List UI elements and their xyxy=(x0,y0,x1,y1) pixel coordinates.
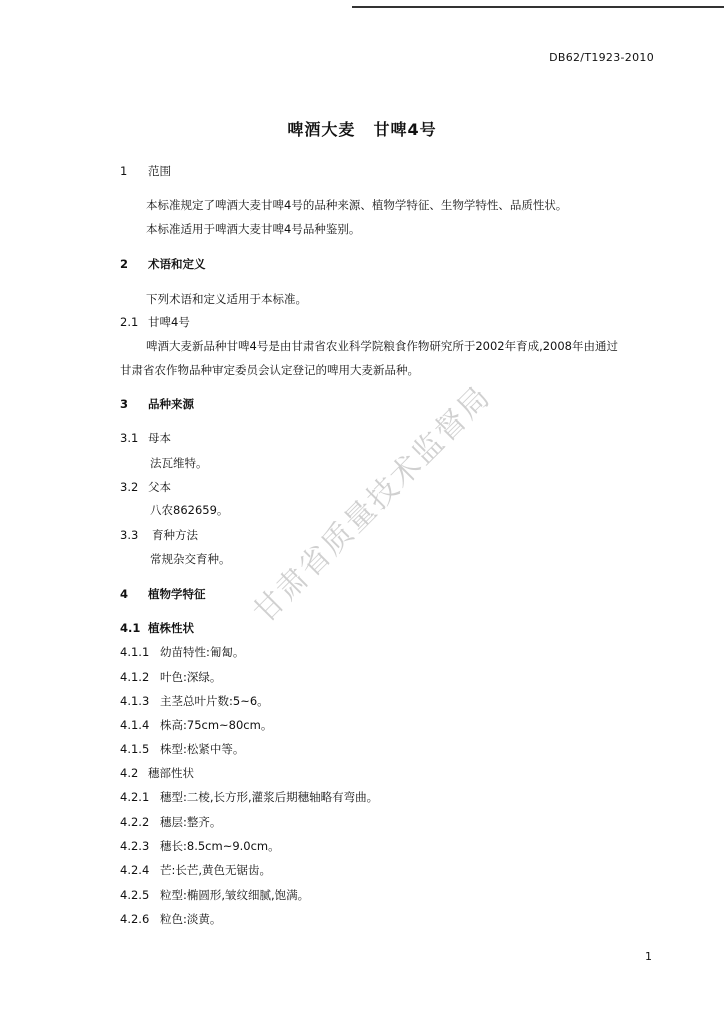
line-number: 4.1.3 xyxy=(120,694,150,708)
doc-line xyxy=(120,839,280,853)
line-number: 4 xyxy=(120,587,129,601)
page-number: 1 xyxy=(645,950,652,963)
doc-line xyxy=(120,257,206,271)
doc-line xyxy=(146,198,567,212)
line-text: 品种来源 xyxy=(148,397,194,411)
doc-line xyxy=(120,815,221,829)
line-text: 术语和定义 xyxy=(148,257,206,271)
line-number: 3.2 xyxy=(120,480,139,494)
doc-line xyxy=(120,766,194,780)
line-text: 粒色:淡黄。 xyxy=(160,912,222,926)
line-text: 植株性状 xyxy=(148,621,194,635)
doc-line xyxy=(120,480,171,494)
line-text: 育种方法 xyxy=(152,528,198,542)
line-number: 3.3 xyxy=(120,528,139,542)
doc-line xyxy=(120,397,194,411)
doc-line xyxy=(120,587,206,601)
line-number: 4.1.1 xyxy=(120,645,150,659)
doc-line xyxy=(150,552,231,566)
doc-line xyxy=(120,888,309,902)
line-text: 本标准适用于啤酒大麦甘啤4号品种鉴别。 xyxy=(146,222,361,236)
line-text: 常规杂交育种。 xyxy=(150,552,231,566)
line-text: 幼苗特性:匍匐。 xyxy=(160,645,245,659)
line-text: 父本 xyxy=(148,480,171,494)
top-rule xyxy=(352,6,724,8)
doc-line xyxy=(120,670,221,684)
watermark: 甘肃省质量技术监督局 xyxy=(246,378,498,630)
line-text: 穗长:8.5cm~9.0cm。 xyxy=(160,839,280,853)
doc-line xyxy=(120,621,194,635)
line-number: 4.1.4 xyxy=(120,718,150,732)
line-text: 穗型:二棱,长方形,灌浆后期穗轴略有弯曲。 xyxy=(160,790,379,804)
line-number: 4.2.2 xyxy=(120,815,150,829)
line-text: 啤酒大麦新品种甘啤4号是由甘肃省农业科学院粮食作物研究所于2002年育成,2008年由通过 xyxy=(146,339,619,353)
line-text: 母本 xyxy=(148,431,171,445)
line-number: 4.2.1 xyxy=(120,790,150,804)
standard-code: DB62/T1923-2010 xyxy=(549,51,654,64)
line-text: 穗层:整齐。 xyxy=(160,815,222,829)
line-text: 叶色:深绿。 xyxy=(160,670,222,684)
line-text: 甘肃省农作物品种审定委员会认定登记的啤用大麦新品种。 xyxy=(120,363,419,377)
line-text: 芒:长芒,黄色无锯齿。 xyxy=(160,863,272,877)
line-number: 4.2.3 xyxy=(120,839,150,853)
doc-line xyxy=(120,790,378,804)
line-number: 2.1 xyxy=(120,315,139,329)
doc-line xyxy=(120,863,271,877)
doc-line xyxy=(150,503,228,517)
line-text: 主茎总叶片数:5~6。 xyxy=(160,694,269,708)
doc-line xyxy=(120,694,269,708)
line-number: 4.2.6 xyxy=(120,912,150,926)
line-number: 3.1 xyxy=(120,431,139,445)
doc-line xyxy=(120,164,171,178)
document-title xyxy=(0,117,724,140)
doc-line xyxy=(120,912,221,926)
line-number: 4.1.2 xyxy=(120,670,150,684)
doc-line xyxy=(146,222,360,236)
doc-line xyxy=(120,315,190,329)
line-text: 株高:75cm~80cm。 xyxy=(160,718,273,732)
line-number: 4.2.5 xyxy=(120,888,150,902)
line-text: 植物学特征 xyxy=(148,587,206,601)
line-text: 穗部性状 xyxy=(148,766,194,780)
title-part-2: 甘啤4号 xyxy=(373,120,437,139)
line-number: 3 xyxy=(120,397,129,411)
line-number: 4.1 xyxy=(120,621,141,635)
line-number: 4.1.5 xyxy=(120,742,150,756)
line-number: 2 xyxy=(120,257,129,271)
doc-line xyxy=(120,645,244,659)
line-text: 法瓦维特。 xyxy=(150,456,208,470)
line-text: 范围 xyxy=(148,164,171,178)
doc-line xyxy=(120,742,244,756)
line-text: 粒型:椭圆形,皱纹细腻,饱满。 xyxy=(160,888,310,902)
line-text: 株型:松紧中等。 xyxy=(160,742,245,756)
doc-line xyxy=(150,456,208,470)
title-part-1: 啤酒大麦 xyxy=(287,120,356,139)
doc-line xyxy=(120,431,171,445)
line-text: 本标准规定了啤酒大麦甘啤4号的品种来源、植物学特征、生物学特性、品质性状。 xyxy=(146,198,568,212)
doc-line xyxy=(146,292,307,306)
line-text: 八农862659。 xyxy=(150,503,229,517)
doc-line xyxy=(120,718,272,732)
doc-line xyxy=(146,339,618,353)
line-text: 下列术语和定义适用于本标准。 xyxy=(146,292,307,306)
line-number: 4.2.4 xyxy=(120,863,150,877)
doc-line xyxy=(120,528,198,542)
line-text: 甘啤4号 xyxy=(148,315,190,329)
line-number: 1 xyxy=(120,164,128,178)
line-number: 4.2 xyxy=(120,766,139,780)
doc-line xyxy=(120,363,419,377)
